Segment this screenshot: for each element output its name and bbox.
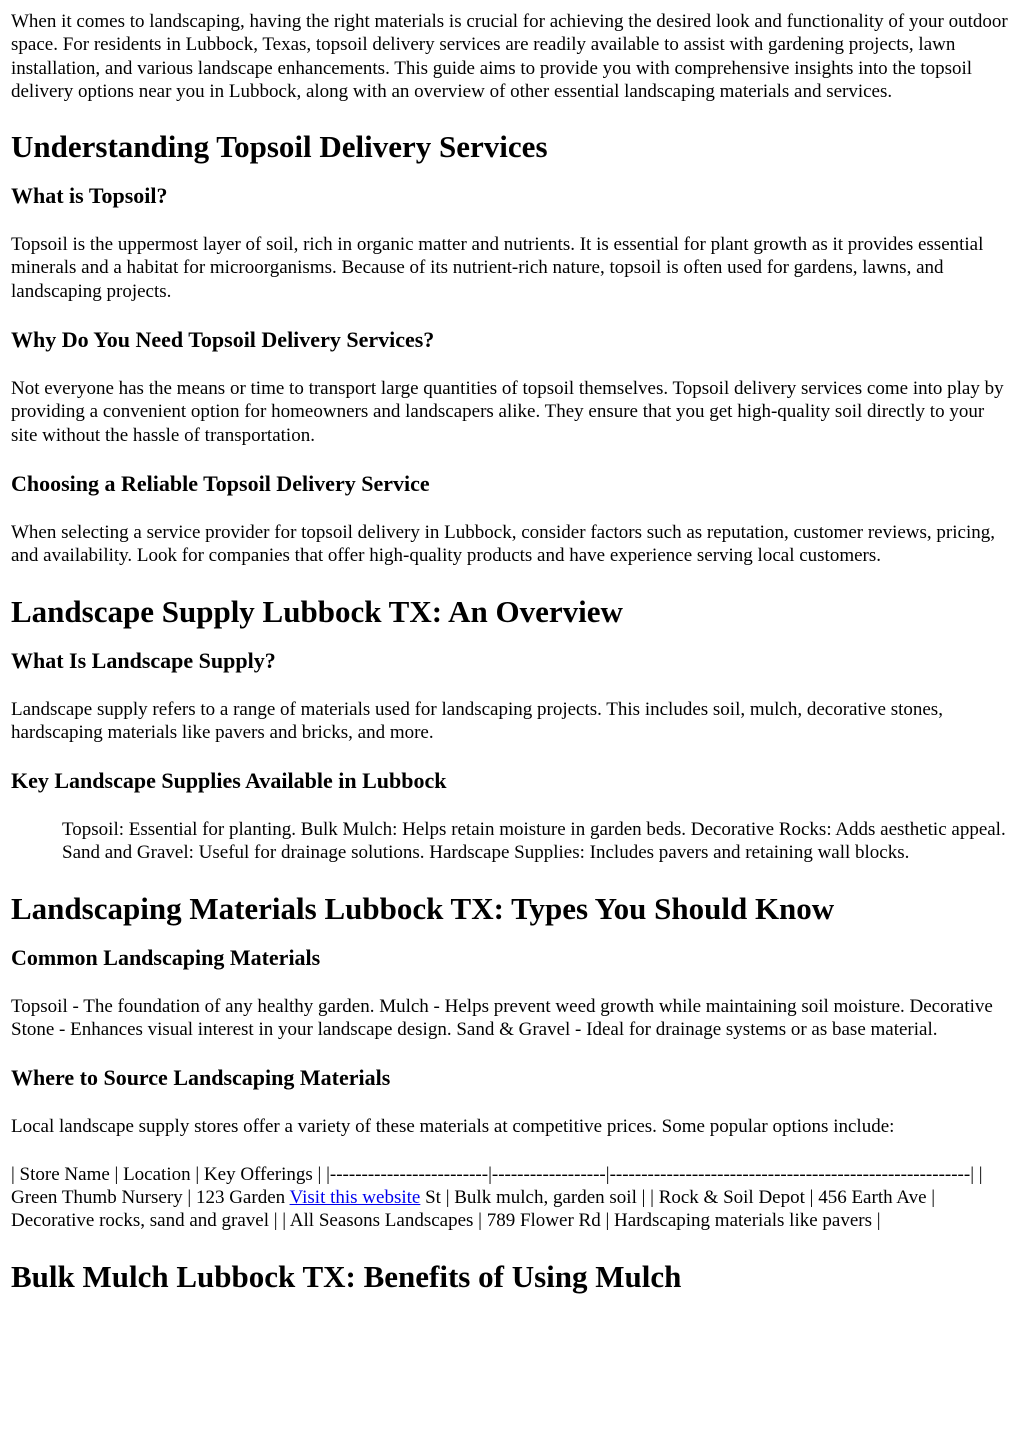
- subheading-choosing-service: Choosing a Reliable Topsoil Delivery Service: [11, 470, 430, 496]
- visit-website-link[interactable]: Visit this website: [289, 1186, 421, 1208]
- section-heading-landscape-supply: Landscape Supply Lubbock TX: An Overview: [11, 593, 623, 629]
- section-heading-landscaping-materials: Landscaping Materials Lubbock TX: Types You Should Know: [11, 890, 835, 926]
- subheading-key-supplies: Key Landscape Supplies Available in Lubbock: [11, 768, 447, 794]
- paragraph-where-to-source: Local landscape supply stores offer a variety of these materials at competitive prices. Some popular options include:: [11, 1116, 895, 1138]
- subheading-where-to-source: Where to Source Landscaping Materials: [11, 1065, 391, 1091]
- intro-paragraph: When it comes to landscaping, having the right materials is crucial for achieving the desired look and functionality of your outdoor space. For residents in Lubbock, Texas, topsoil delivery services are readily available to assist with gardening projects, lawn installation, and various landscape enhancements. This guide aims to provide you with comprehensive insights into the topsoil delivery options near you in Lubbock, along with an overview of other essential landscaping materials and services.: [11, 11, 1008, 102]
- subheading-what-is-landscape-supply: What Is Landscape Supply?: [11, 647, 276, 673]
- subheading-common-materials: Common Landscaping Materials: [11, 944, 321, 970]
- paragraph-common-materials: Topsoil - The foundation of any healthy garden. Mulch - Helps prevent weed growth while maintaining soil moisture. Decorative Stone - Enhances visual interest in your landscape design. Sand & Gravel - Ideal for drainage systems or as base material.: [11, 995, 993, 1041]
- store-table-text-part2: St | Bulk mulch, garden soil | | Rock & Soil Depot | 456 Earth Ave | Decorative rocks, sand and gravel | | All Seasons Landscapes | 789 Flower Rd | Hardscaping materials like pavers |: [11, 1186, 936, 1232]
- paragraph-what-is-topsoil: Topsoil is the uppermost layer of soil, rich in organic matter and nutrients. It is essential for plant growth as it provides essential minerals and a habitat for microorganisms. Because of its nutrient-rich nature, topsoil is often used for gardens, lawns, and landscaping projects.: [11, 234, 984, 302]
- section-heading-bulk-mulch: Bulk Mulch Lubbock TX: Benefits of Using Mulch: [11, 1258, 682, 1294]
- section-heading-topsoil-delivery: Understanding Topsoil Delivery Services: [11, 129, 548, 165]
- paragraph-what-is-landscape-supply: Landscape supply refers to a range of materials used for landscaping projects. This includes soil, mulch, decorative stones, hardscaping materials like pavers and bricks, and more.: [11, 698, 943, 743]
- subheading-why-delivery: Why Do You Need Topsoil Delivery Services?: [11, 327, 435, 353]
- store-table-text: [11, 1163, 1013, 1233]
- key-supplies-blockquote: Topsoil: Essential for planting. Bulk Mulch: Helps retain moisture in garden beds. Decorative Rocks: Adds aesthetic appeal. Sand and Gravel: Useful for drainage solutions. Hardscape Supplies: Includes pavers and retaining wall blocks.: [62, 819, 1006, 864]
- paragraph-why-delivery: Not everyone has the means or time to transport large quantities of topsoil themselves. Topsoil delivery services come into play by providing a convenient option for homeowners and landscapers alike. They ensure that you get high-quality soil directly to your site without the hassle of transportation.: [11, 378, 1004, 446]
- paragraph-choosing-service: When selecting a service provider for topsoil delivery in Lubbock, consider factors such as reputation, customer reviews, pricing, and availability. Look for companies that offer high-quality products and have experience serving local customers.: [11, 521, 995, 567]
- article: [11, 0, 1013, 1295]
- subheading-what-is-topsoil: What is Topsoil?: [11, 183, 168, 209]
- store-table-text-part1: | Store Name | Location | Key Offerings | |-------------------------|------------------|---------------------------------------------------------| | Green Thumb Nursery | 123 Garden: [11, 1163, 983, 1208]
